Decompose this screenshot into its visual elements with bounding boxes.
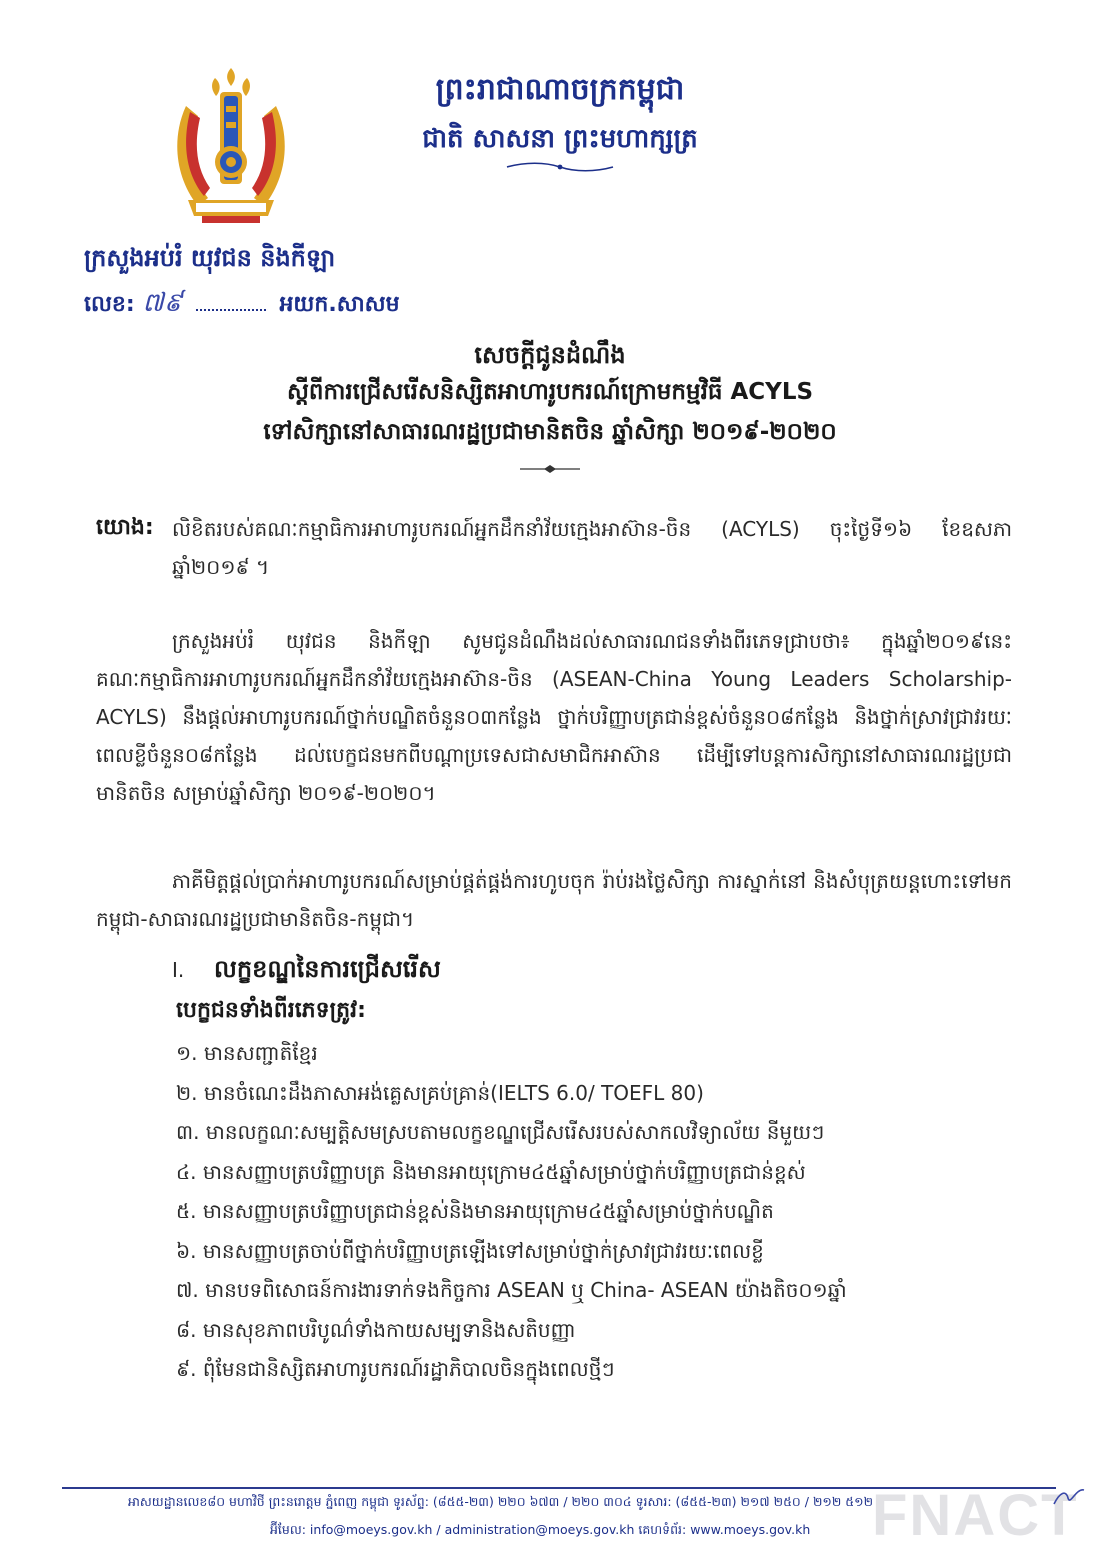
criteria-item: ៦. មានសញ្ញាបត្រចាប់ពីថ្នាក់បរិញ្ញាបត្រឡើងទៅសម្រាប់ថ្នាក់ស្រាវជ្រាវរយៈពេលខ្លី [176, 1238, 764, 1263]
kingdom-motto: ជាតិ សាសនា ព្រះមហាក្សត្រ [422, 124, 698, 154]
reference-number-line [84, 286, 400, 324]
notice-subject-line1: ស្តីពីការជ្រើសរើសនិស្សិតអាហារូបករណ៍ក្រោមកម្មវិធី ACYLS [286, 379, 814, 405]
criteria-item: ១. មានសញ្ជាតិខ្មែរ [176, 1041, 318, 1065]
header-ornament-icon [505, 160, 615, 174]
section-number: I. [172, 958, 185, 982]
footer-address: អាសយដ្ឋានលេខ៨០ មហាវិថី ព្រះនរោត្តម ភ្នំពេញ កម្ពុជា ទូរស័ព្ទ: (៨៥៥-២៣) ២២០ ៦៧៣ / ២២០ ៣០៤ ទូរសារ: (៨៥៥-២៣) ២១៧ ២៥០ / ២១២ ៥១២ [128, 1494, 874, 1509]
criteria-item: ៨. មានសុខភាពបរិបូណ៌ទាំងកាយសម្បទានិងសតិបញ្ញា [176, 1317, 576, 1342]
criteria-item: ៧. មានបទពិសោធន៍ការងារទាក់ទងកិច្ចការ ASEAN ឬ China- ASEAN យ៉ាងតិច០១ឆ្នាំ [176, 1278, 847, 1302]
ref-label: លេខ: [84, 292, 135, 317]
notice-subject-line2: ទៅសិក្សានៅសាធារណរដ្ឋប្រជាមានិតចិន ឆ្នាំសិក្សា ២០១៩-២០២០ [263, 419, 837, 445]
signature-initial-icon [1050, 1484, 1090, 1510]
criteria-item: ៤. មានសញ្ញាបត្របរិញ្ញាបត្រ និងមានអាយុក្រោម៤៥ឆ្នាំសម្រាប់ថ្នាក់បរិញ្ញាបត្រជាន់ខ្ពស់ [176, 1159, 806, 1184]
body-paragraph-1: ក្រសួងអប់រំ យុវជន និងកីឡា សូមជូនដំណឹងដល់សាធារណជនទាំងពីរភេទជ្រាបថា៖ ក្នុងឆ្នាំ២០១៩នេះ គណៈកម្មាធិការអាហារូបករណ៍អ្នកដឹកនាំវ័យក្មេងអាស៊ាន-ចិន (ASEAN-China Young Leaders Scholarship-ACYLS) នឹងផ្តល់អាហារូបករណ៍ថ្នាក់បណ្ឌិតចំនួន០៣កន្លែង ថ្នាក់បរិញ្ញាបត្រជាន់ខ្ពស់ចំនួន០៨កន្លែង និងថ្នាក់ស្រាវជ្រាវរយៈពេលខ្លីចំនួន០៨កន្លែង ដល់បេក្ខជនមកពីបណ្តាប្រទេសជាសមាជិកអាស៊ាន ដើម្បីទៅបន្តការសិក្សានៅសាធារណរដ្ឋប្រជាមានិតចិន សម្រាប់ឆ្នាំសិក្សា ២០១៩-២០២០។ [96, 629, 1012, 805]
notice-title: សេចក្តីជូនដំណឹង [474, 341, 626, 369]
ref-number-handwritten: ៧៩ [142, 288, 183, 318]
body-paragraph-2: ភាគីមិត្តផ្តល់ប្រាក់អាហារូបករណ៍សម្រាប់ផ្គត់ផ្គង់ការហូបចុក រ៉ាប់រងថ្លៃសិក្សា ការស្នាក់នៅ និងសំបុត្រយន្តហោះទៅមកកម្ពុជា-សាធារណរដ្ឋប្រជាមានិតចិន-កម្ពុជា។ [96, 869, 1012, 931]
reference-text: លិខិតរបស់គណៈកម្មាធិការអាហារូបករណ៍អ្នកដឹកនាំវ័យក្មេងអាស៊ាន-ចិន (ACYLS) ចុះថ្ងៃទី១៦ ខែឧសភា ឆ្នាំ២០១៩ ។ [172, 517, 1012, 579]
criteria-item: ៥. មានសញ្ញាបត្របរិញ្ញាបត្រជាន់ខ្ពស់និងមានអាយុក្រោម៤៥ឆ្នាំសម្រាប់ថ្នាក់បណ្ឌិត [176, 1199, 774, 1223]
ref-dotted-line [196, 309, 266, 311]
ministry-emblem-icon [168, 66, 294, 226]
ministry-name: ក្រសួងអប់រំ យុវជន និងកីឡា [84, 244, 336, 272]
title-divider-icon [518, 464, 582, 474]
criteria-item: ២. មានចំណេះដឹងភាសាអង់គ្លេសគ្រប់គ្រាន់(IELTS 6.0/ TOEFL 80) [176, 1080, 704, 1105]
reference-label: យោង: [96, 515, 154, 540]
section-title: លក្ខខណ្ឌនៃការជ្រើសរើស [214, 955, 441, 983]
ref-suffix: អយក.សាសម [279, 292, 400, 317]
criteria-item: ៩. ពុំមែនជានិស្សិតអាហារូបករណ៍រដ្ឋាភិបាលចិនក្នុងពេលថ្មីៗ [176, 1357, 615, 1381]
criteria-list [176, 1034, 847, 1390]
watermark-logo: FNACT [872, 1483, 1079, 1548]
footer-contacts: អ៊ីមែល: info@moeys.gov.kh / administration@moeys.gov.kh គេហទំព័រ: www.moeys.gov.kh [270, 1522, 811, 1537]
criteria-subheading: បេក្ខជនទាំងពីរភេទត្រូវ: [176, 998, 366, 1023]
criteria-item: ៣. មានលក្ខណៈសម្បត្តិសមស្របតាមលក្ខខណ្ឌជ្រើសរើសរបស់សាកលវិទ្យាល័យ នីមួយៗ [176, 1120, 825, 1144]
kingdom-title: ព្រះរាជាណាចក្រកម្ពុជា [435, 72, 685, 107]
